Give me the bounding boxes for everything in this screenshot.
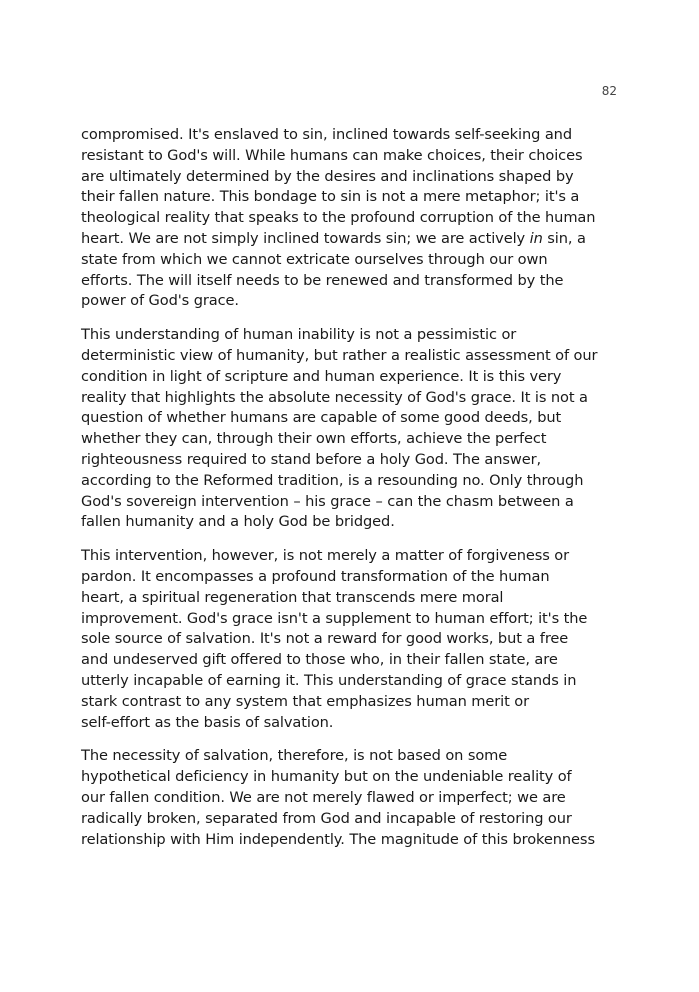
text-line: utterly incapable of earning it. This understanding of grace stands in bbox=[81, 671, 577, 689]
text-line: This intervention, however, is not merely a matter of forgiveness or bbox=[81, 547, 570, 565]
text-line-with-emphasis bbox=[81, 229, 626, 250]
paragraph-3 bbox=[81, 546, 626, 733]
text-line: fallen humanity and a holy God be bridged. bbox=[81, 513, 395, 531]
text-line: whether they can, through their own efforts, achieve the perfect bbox=[81, 430, 547, 448]
text-line: state from which we cannot extricate ourselves through our own bbox=[81, 250, 548, 268]
text-line: hypothetical deficiency in humanity but on the undeniable reality of bbox=[81, 768, 572, 786]
text-line: theological reality that speaks to the profound corruption of the human bbox=[81, 209, 596, 227]
text-line: resistant to God's will. While humans can make choices, their choices bbox=[81, 146, 583, 164]
text-segment: heart. We are not simply inclined towards sin; we are actively bbox=[81, 229, 530, 247]
text-line: are ultimately determined by the desires and inclinations shaped by bbox=[81, 167, 574, 185]
text-line: This understanding of human inability is not a pessimistic or bbox=[81, 326, 517, 344]
text-line: power of God's grace. bbox=[81, 292, 239, 310]
text-line: pardon. It encompasses a profound transformation of the human bbox=[81, 567, 550, 585]
paragraph-4 bbox=[81, 746, 626, 850]
document-body bbox=[81, 125, 626, 863]
text-line: reality that highlights the absolute necessity of God's grace. It is not a bbox=[81, 388, 588, 406]
text-line: deterministic view of humanity, but rather a realistic assessment of our bbox=[81, 346, 598, 364]
text-line: God's sovereign intervention – his grace – can the chasm between a bbox=[81, 492, 574, 510]
paragraph-1 bbox=[81, 125, 626, 312]
text-line: their fallen nature. This bondage to sin is not a mere metaphor; it's a bbox=[81, 188, 580, 206]
text-line: our fallen condition. We are not merely flawed or imperfect; we are bbox=[81, 788, 566, 806]
text-line: heart, a spiritual regeneration that transcends mere moral bbox=[81, 588, 504, 606]
text-line: compromised. It's enslaved to sin, inclined towards self-seeking and bbox=[81, 126, 572, 143]
text-line: The necessity of salvation, therefore, is not based on some bbox=[81, 747, 508, 765]
text-line: question of whether humans are capable of some good deeds, but bbox=[81, 409, 562, 427]
text-line: radically broken, separated from God and incapable of restoring our bbox=[81, 809, 572, 827]
text-segment: sin, a bbox=[542, 229, 586, 247]
text-line: efforts. The will itself needs to be renewed and transformed by the bbox=[81, 271, 564, 289]
text-line: relationship with Him independently. The magnitude of this brokenness bbox=[81, 830, 595, 848]
text-line: righteousness required to stand before a holy God. The answer, bbox=[81, 450, 542, 468]
text-line: self-effort as the basis of salvation. bbox=[81, 713, 334, 731]
text-line: improvement. God's grace isn't a supplement to human effort; it's the bbox=[81, 609, 588, 627]
text-line: stark contrast to any system that emphasizes human merit or bbox=[81, 692, 529, 710]
text-line: and undeserved gift offered to those who, in their fallen state, are bbox=[81, 651, 558, 669]
paragraph-2 bbox=[81, 325, 626, 533]
emphasized-word: in bbox=[529, 229, 543, 247]
text-line: according to the Reformed tradition, is a resounding no. Only through bbox=[81, 471, 584, 489]
text-line: sole source of salvation. It's not a reward for good works, but a free bbox=[81, 630, 569, 648]
text-line: condition in light of scripture and human experience. It is this very bbox=[81, 367, 562, 385]
page-number: 82 bbox=[601, 84, 617, 98]
